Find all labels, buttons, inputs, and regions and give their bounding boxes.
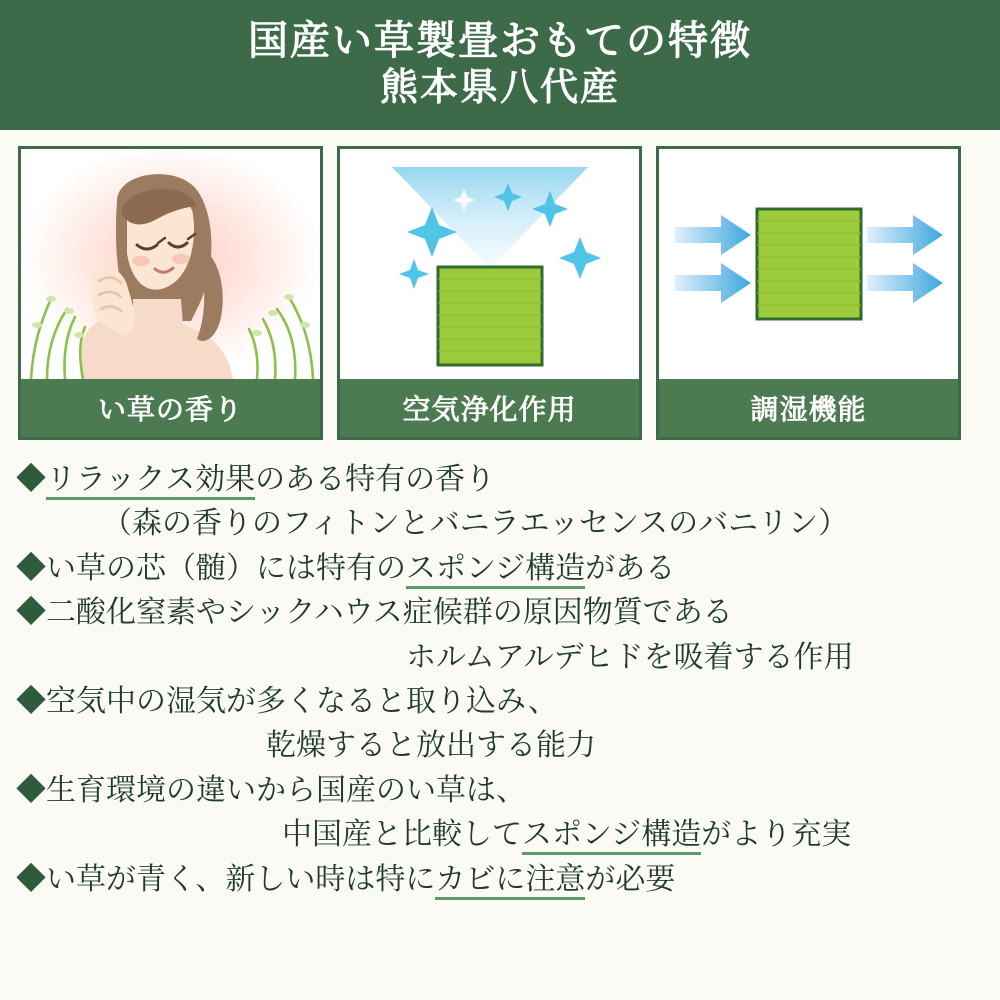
bullet-diamond-icon: ◆ [16, 862, 46, 896]
feature-text: がより充実 [701, 818, 852, 852]
bullet-diamond-icon: ◆ [16, 773, 46, 807]
feature-card-humidity [656, 146, 961, 440]
card-image-humidity [659, 149, 958, 379]
feature-text: い草が青く、新しい時は特に [46, 862, 436, 896]
feature-card-list [0, 130, 1000, 440]
card-image-air-purify [340, 149, 639, 379]
page-title-line2: 熊本県八代産 [379, 67, 620, 110]
card-image-scent [21, 149, 320, 379]
card-caption-air-purify: 空気浄化作用 [340, 379, 639, 437]
feature-keyword: カビに注意 [435, 863, 585, 900]
page-header [0, 0, 1000, 130]
feature-line [16, 458, 984, 502]
feature-line [16, 769, 984, 813]
feature-keyword: スポンジ構造 [406, 552, 585, 589]
feature-keyword: リラックス効果 [46, 463, 255, 500]
card-caption-scent: い草の香り [21, 379, 320, 437]
sparkle-air-purify-icon [340, 149, 639, 379]
bullet-diamond-icon: ◆ [16, 551, 46, 585]
feature-keyword: スポンジ構造 [522, 818, 701, 855]
woman-relaxing-icon [21, 149, 320, 379]
feature-text: ホルムアルデヒドを吸着する作用 [406, 640, 854, 674]
feature-text: がある [585, 551, 676, 585]
feature-line [16, 813, 984, 857]
bullet-diamond-icon: ◆ [16, 596, 46, 630]
feature-text: 二酸化窒素やシックハウス症候群の原因物質である [46, 596, 733, 630]
feature-text: 乾燥すると放出する能力 [266, 729, 596, 763]
feature-line [16, 680, 984, 724]
feature-line [16, 591, 984, 635]
feature-text: のある特有の香り [255, 463, 496, 496]
humidity-arrows-icon [659, 149, 958, 379]
feature-card-scent [18, 146, 323, 440]
feature-line [16, 858, 984, 902]
feature-line [16, 636, 984, 680]
feature-text: （森の香りのフィトンとバニラエッセンスのバニリン） [102, 507, 849, 541]
feature-text: い草の芯（髄）には特有の [46, 551, 406, 585]
page-title-line1: 国産い草製畳おもての特徴 [248, 19, 752, 64]
feature-line [16, 502, 984, 546]
feature-text: 生育環境の違いから国産のい草は、 [46, 773, 526, 807]
card-caption-humidity: 調湿機能 [659, 379, 958, 437]
feature-text: が必要 [585, 862, 676, 896]
bullet-diamond-icon: ◆ [16, 684, 46, 718]
feature-text: 空気中の湿気が多くなると取り込み、 [46, 684, 558, 718]
feature-card-air-purify [337, 146, 642, 440]
feature-line [16, 724, 984, 768]
feature-text-list [0, 440, 1000, 902]
feature-text: 中国産と比較して [282, 818, 522, 852]
feature-line [16, 547, 984, 591]
bullet-diamond-icon: ◆ [16, 463, 46, 496]
